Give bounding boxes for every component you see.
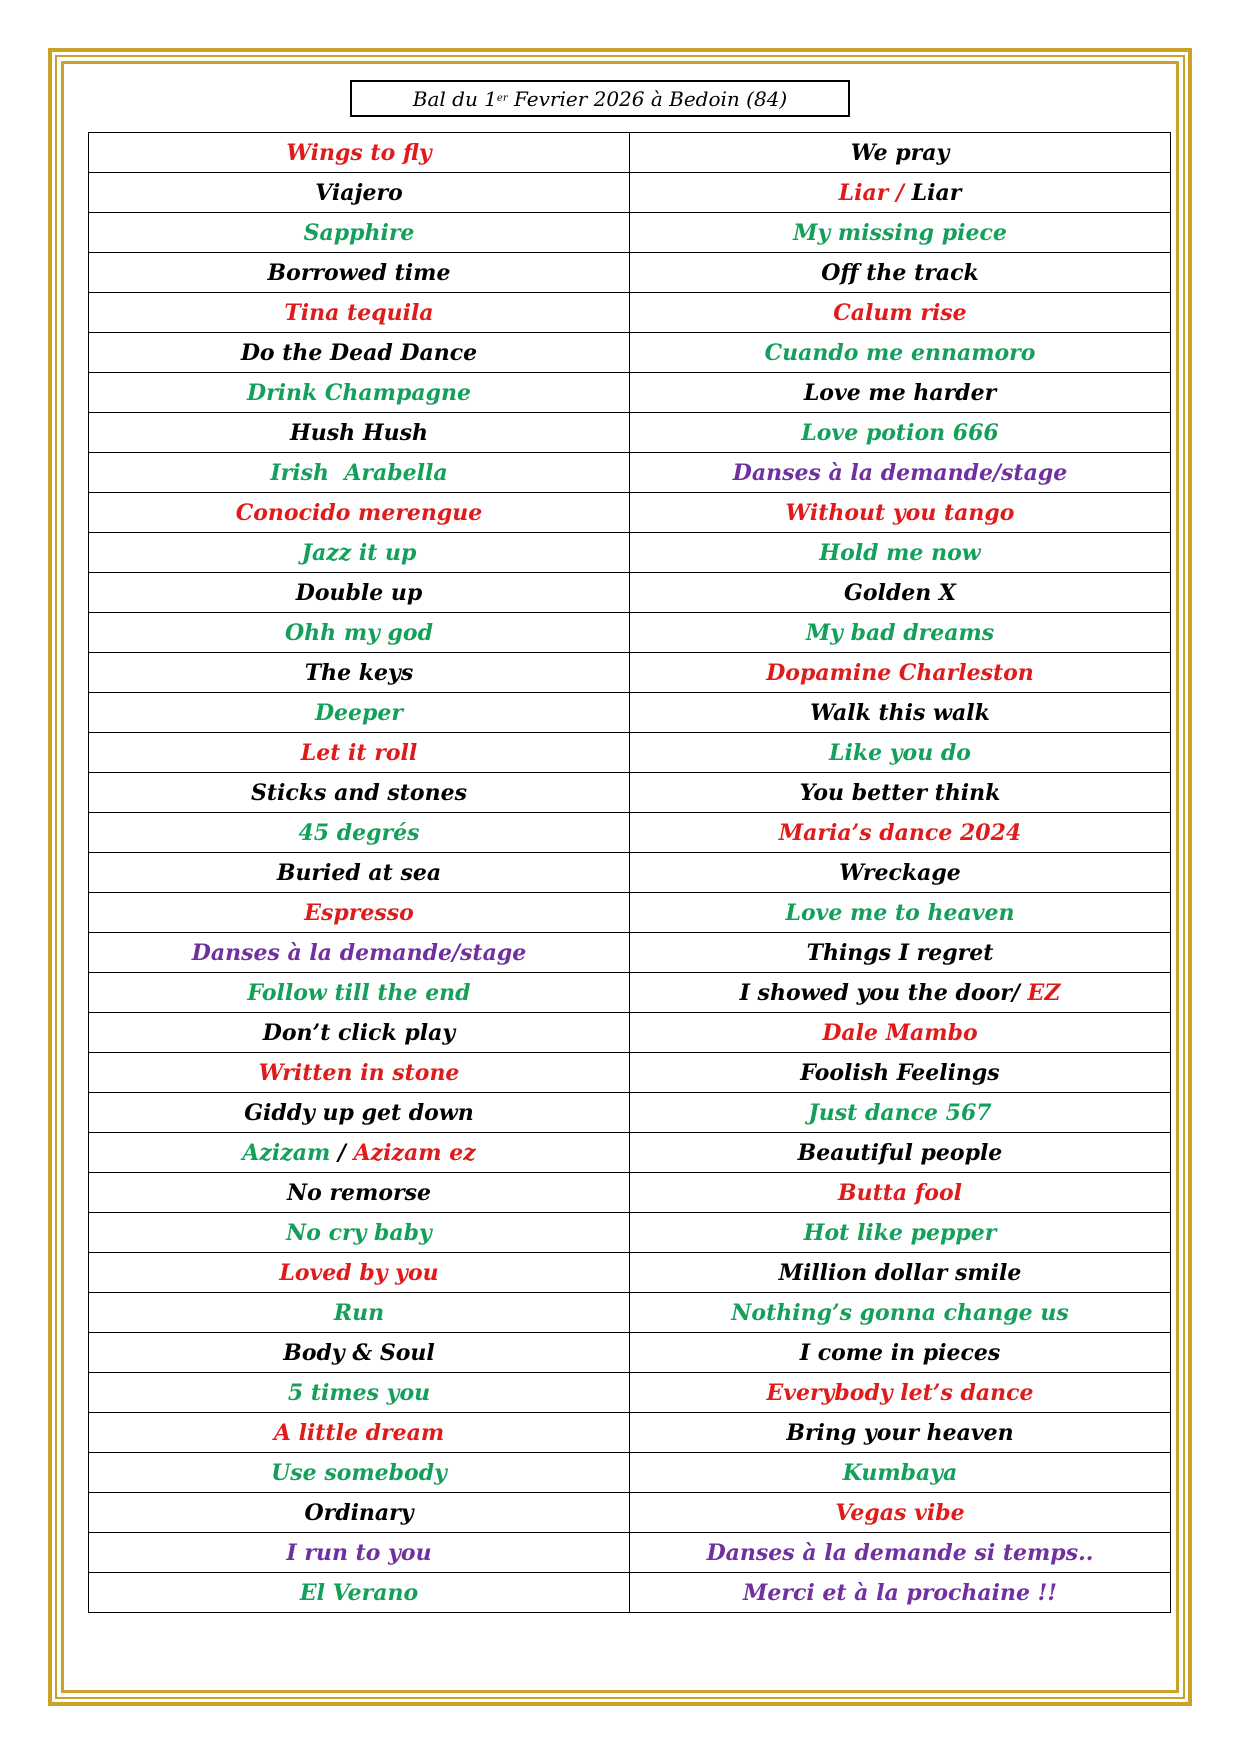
dance-cell-left	[89, 533, 630, 573]
dance-cell-left	[89, 493, 630, 533]
table-row	[89, 1093, 1171, 1133]
dance-cell-right	[630, 693, 1171, 733]
dance-cell-left	[89, 1213, 630, 1253]
dance-cell-right	[630, 1533, 1171, 1573]
dance-cell-left	[89, 1293, 630, 1333]
dance-title: Jazz it up	[301, 539, 417, 566]
dance-title: Ordinary	[304, 1499, 414, 1526]
table-row	[89, 1413, 1171, 1453]
dance-title: My bad dreams	[805, 619, 995, 646]
dance-cell-right	[630, 1493, 1171, 1533]
table-row	[89, 253, 1171, 293]
dance-cell-right	[630, 1413, 1171, 1453]
dance-cell-left	[89, 973, 630, 1013]
dance-title: Danses à la demande/stage	[191, 939, 527, 966]
table-row	[89, 1333, 1171, 1373]
dance-cell-left	[89, 1013, 630, 1053]
dance-title: Follow till the end	[247, 979, 471, 1006]
dance-title: Sapphire	[303, 219, 415, 246]
table-row	[89, 293, 1171, 333]
page-title	[350, 80, 850, 117]
dance-cell-left	[89, 1253, 630, 1293]
dance-list-table	[88, 132, 1171, 1613]
dance-title: Sticks and stones	[251, 779, 467, 806]
table-row	[89, 733, 1171, 773]
dance-cell-right	[630, 413, 1171, 453]
dance-title: Espresso	[304, 899, 414, 926]
dance-cell-left	[89, 133, 630, 173]
dance-cell-left	[89, 453, 630, 493]
dance-title: 5 times you	[287, 1379, 431, 1406]
table-row	[89, 1213, 1171, 1253]
dance-title: Double up	[295, 579, 423, 606]
dance-title: Azizam	[242, 1139, 331, 1166]
dance-cell-right	[630, 1213, 1171, 1253]
dance-cell-left	[89, 733, 630, 773]
dance-cell-left	[89, 1333, 630, 1373]
dance-cell-left	[89, 653, 630, 693]
dance-cell-right	[630, 1133, 1171, 1173]
dance-cell-left	[89, 893, 630, 933]
dance-title: Just dance 567	[808, 1099, 992, 1126]
dance-title: Beautiful people	[797, 1139, 1003, 1166]
dance-title: No remorse	[287, 1179, 431, 1206]
dance-title: Run	[333, 1299, 385, 1326]
table-row	[89, 1493, 1171, 1533]
dance-title: Dopamine Charleston	[766, 659, 1034, 686]
dance-cell-left	[89, 213, 630, 253]
dance-title: Danses à la demande si temps..	[706, 1539, 1094, 1566]
table-row	[89, 1573, 1171, 1613]
dance-title: Hold me now	[819, 539, 981, 566]
dance-cell-left	[89, 1493, 630, 1533]
table-row	[89, 653, 1171, 693]
dance-cell-right	[630, 1573, 1171, 1613]
dance-cell-left	[89, 413, 630, 453]
dance-cell-left	[89, 173, 630, 213]
dance-cell-left	[89, 1373, 630, 1413]
dance-title: Butta fool	[838, 1179, 962, 1206]
dance-title: Like you do	[829, 739, 971, 766]
dance-cell-left	[89, 1053, 630, 1093]
dance-title: Love me to heaven	[785, 899, 1015, 926]
dance-cell-left	[89, 1093, 630, 1133]
table-row	[89, 1293, 1171, 1333]
table-row	[89, 1533, 1171, 1573]
dance-cell-left	[89, 573, 630, 613]
table-row	[89, 533, 1171, 573]
dance-cell-right	[630, 733, 1171, 773]
dance-cell-right	[630, 173, 1171, 213]
title-rest: Fevrier 2026 à Bedoin (84)	[507, 86, 788, 111]
dance-title: Ohh my god	[285, 619, 433, 646]
dance-title: Golden X	[844, 579, 956, 606]
dance-title: Wings to fly	[286, 139, 432, 166]
dance-title: Cuando me ennamoro	[764, 339, 1036, 366]
table-row	[89, 1173, 1171, 1213]
dance-cell-left	[89, 773, 630, 813]
dance-title: Let it roll	[300, 739, 418, 766]
dance-title: Giddy up get down	[244, 1099, 474, 1126]
table-row	[89, 213, 1171, 253]
dance-cell-right	[630, 1453, 1171, 1493]
dance-title: Conocido merengue	[235, 499, 483, 526]
dance-title: I showed you the door/	[739, 979, 1028, 1006]
table-row	[89, 573, 1171, 613]
dance-cell-right	[630, 613, 1171, 653]
dance-title: Dale Mambo	[822, 1019, 978, 1046]
dance-title: Loved by you	[279, 1259, 439, 1286]
dance-title: Irish Arabella	[270, 459, 448, 486]
dance-cell-left	[89, 373, 630, 413]
dance-title: Body & Soul	[283, 1339, 435, 1366]
table-row	[89, 853, 1171, 893]
dance-title: Walk this walk	[810, 699, 990, 726]
dance-title: Deeper	[314, 699, 404, 726]
dance-cell-right	[630, 893, 1171, 933]
table-row	[89, 373, 1171, 413]
dance-title: Liar	[911, 179, 962, 206]
dance-cell-right	[630, 453, 1171, 493]
dance-cell-right	[630, 853, 1171, 893]
dance-title: Borrowed time	[267, 259, 451, 286]
dance-cell-right	[630, 533, 1171, 573]
dance-title: Tina tequila	[284, 299, 434, 326]
dance-cell-right	[630, 1333, 1171, 1373]
table-row	[89, 333, 1171, 373]
dance-title: Off the track	[821, 259, 979, 286]
dance-title: Hot like pepper	[803, 1219, 997, 1246]
table-row	[89, 173, 1171, 213]
dance-title: I run to you	[286, 1539, 432, 1566]
dance-title: Foolish Feelings	[800, 1059, 1000, 1086]
dance-list-body	[89, 133, 1171, 1613]
title-prefix: Bal du 1	[412, 86, 497, 111]
dance-title: We pray	[850, 139, 950, 166]
table-row	[89, 1453, 1171, 1493]
dance-title: 45 degrés	[298, 819, 420, 846]
dance-title: El Verano	[299, 1579, 419, 1606]
dance-title: Merci et à la prochaine !!	[743, 1579, 1057, 1606]
dance-cell-right	[630, 293, 1171, 333]
dance-cell-left	[89, 293, 630, 333]
dance-title: Don’t click play	[262, 1019, 456, 1046]
dance-cell-left	[89, 1133, 630, 1173]
table-row	[89, 453, 1171, 493]
dance-title: Hush Hush	[290, 419, 428, 446]
dance-cell-left	[89, 1573, 630, 1613]
dance-title: Maria’s dance 2024	[778, 819, 1022, 846]
dance-cell-left	[89, 1453, 630, 1493]
table-row	[89, 693, 1171, 733]
dance-title: Viajero	[315, 179, 403, 206]
dance-title: Things I regret	[806, 939, 994, 966]
dance-cell-left	[89, 1413, 630, 1453]
dance-title: /	[330, 1139, 354, 1166]
dance-cell-right	[630, 1053, 1171, 1093]
dance-cell-right	[630, 373, 1171, 413]
dance-title: I come in pieces	[799, 1339, 1001, 1366]
dance-title: Million dollar smile	[778, 1259, 1022, 1286]
dance-title: Use somebody	[271, 1459, 447, 1486]
dance-title: You better think	[799, 779, 1001, 806]
dance-cell-left	[89, 1533, 630, 1573]
dance-title: Without you tango	[785, 499, 1015, 526]
dance-cell-right	[630, 1253, 1171, 1293]
dance-cell-right	[630, 1173, 1171, 1213]
dance-cell-right	[630, 493, 1171, 533]
dance-title: Wreckage	[839, 859, 961, 886]
dance-cell-left	[89, 253, 630, 293]
table-row	[89, 413, 1171, 453]
dance-cell-left	[89, 613, 630, 653]
dance-title: EZ	[1027, 979, 1061, 1006]
dance-title: Nothing’s gonna change us	[731, 1299, 1069, 1326]
table-row	[89, 1133, 1171, 1173]
table-row	[89, 1053, 1171, 1093]
dance-title: Bring your heaven	[786, 1419, 1014, 1446]
dance-title: Love me harder	[803, 379, 997, 406]
dance-cell-right	[630, 973, 1171, 1013]
dance-title: The keys	[304, 659, 414, 686]
dance-title: A little dream	[273, 1419, 445, 1446]
dance-title: Everybody let’s dance	[766, 1379, 1034, 1406]
dance-cell-right	[630, 813, 1171, 853]
dance-title: Do the Dead Dance	[240, 339, 478, 366]
table-row	[89, 933, 1171, 973]
table-row	[89, 893, 1171, 933]
table-row	[89, 1373, 1171, 1413]
dance-cell-right	[630, 1373, 1171, 1413]
table-row	[89, 773, 1171, 813]
table-row	[89, 493, 1171, 533]
table-row	[89, 973, 1171, 1013]
table-row	[89, 813, 1171, 853]
dance-cell-left	[89, 1173, 630, 1213]
table-row	[89, 1253, 1171, 1293]
dance-cell-right	[630, 573, 1171, 613]
dance-title: Kumbaya	[842, 1459, 958, 1486]
dance-cell-left	[89, 693, 630, 733]
dance-cell-left	[89, 933, 630, 973]
dance-cell-right	[630, 333, 1171, 373]
dance-title: Drink Champagne	[247, 379, 471, 406]
dance-title: Calum rise	[833, 299, 967, 326]
dance-title: Written in stone	[258, 1059, 460, 1086]
table-row	[89, 133, 1171, 173]
dance-title: My missing piece	[793, 219, 1007, 246]
dance-title: Liar /	[838, 179, 912, 206]
dance-cell-left	[89, 853, 630, 893]
dance-cell-left	[89, 333, 630, 373]
dance-title: No cry baby	[286, 1219, 432, 1246]
dance-cell-left	[89, 813, 630, 853]
dance-cell-right	[630, 933, 1171, 973]
dance-cell-right	[630, 1093, 1171, 1133]
table-row	[89, 613, 1171, 653]
dance-title: Danses à la demande/stage	[732, 459, 1068, 486]
dance-cell-right	[630, 1293, 1171, 1333]
dance-cell-right	[630, 773, 1171, 813]
title-superscript: er	[496, 93, 508, 104]
dance-title: Love potion 666	[801, 419, 999, 446]
dance-cell-right	[630, 1013, 1171, 1053]
dance-title: Buried at sea	[276, 859, 442, 886]
dance-cell-right	[630, 213, 1171, 253]
dance-title: Vegas vibe	[835, 1499, 965, 1526]
dance-cell-right	[630, 253, 1171, 293]
dance-cell-right	[630, 653, 1171, 693]
table-row	[89, 1013, 1171, 1053]
dance-title: Azizam ez	[353, 1139, 476, 1166]
dance-cell-right	[630, 133, 1171, 173]
